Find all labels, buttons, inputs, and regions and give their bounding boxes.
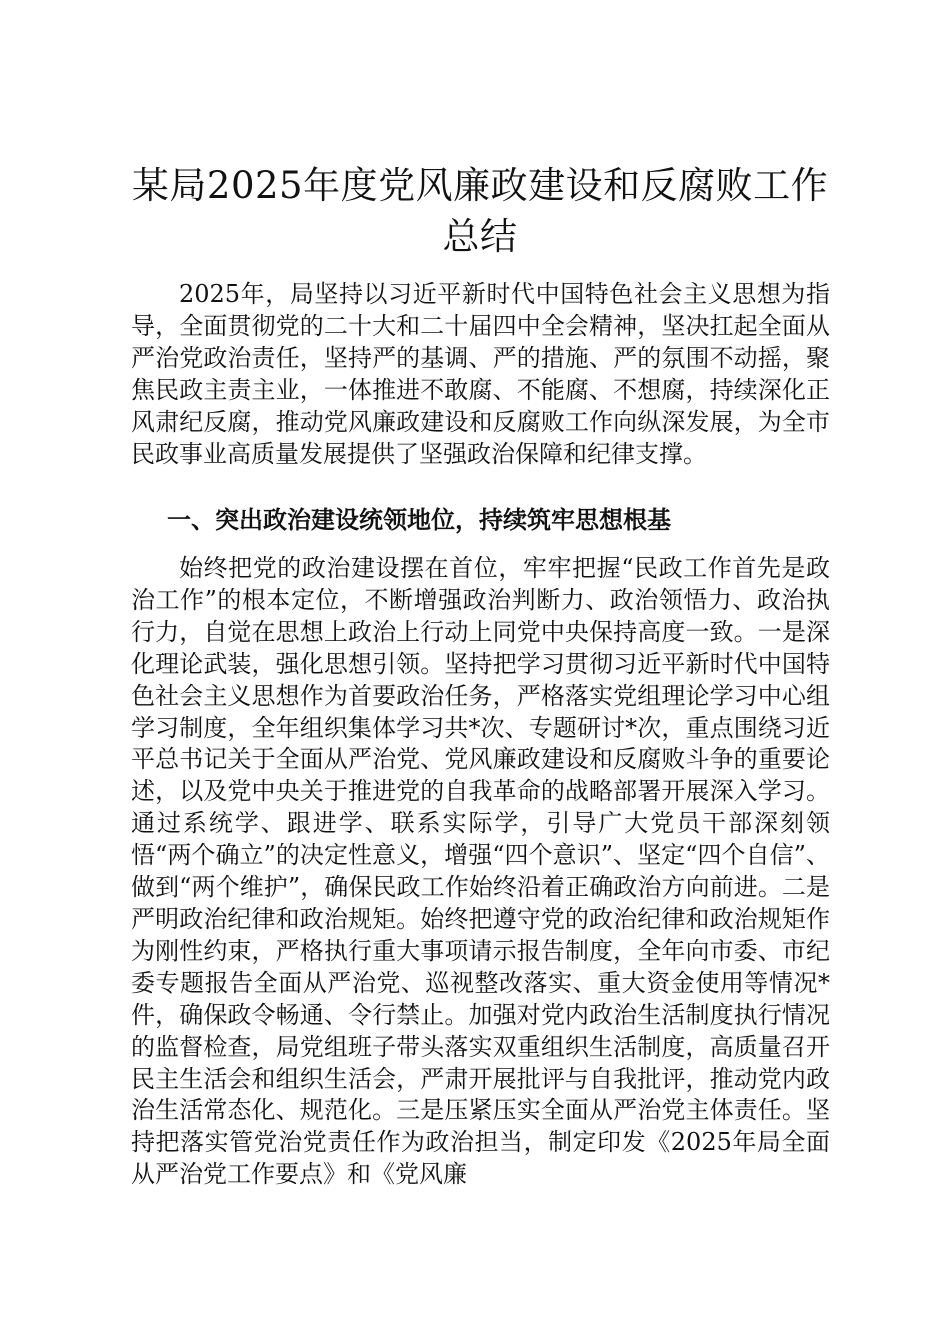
section-1-paragraph: 始终把党的政治建设摆在首位，牢牢把握“民政工作首先是政治工作”的根本定位，不断增强政治判断力、政治领悟力、政治执行力，自觉在思想上政治上行动上同党中央保持高度一致。一是深化理论武装，强化思想引领。坚持把学习贯彻习近平新时代中国特色社会主义思想作为首要政治任务，严格落实党组理论学习中心组学习制度，全年组织集体学习共*次、专题研讨*次，重点围绕习近平总书记关于全面从严治党、党风廉政建设和反腐败斗争的重要论述，以及党中央关于推进党的自我革命的战略部署开展深入学习。通过系统学、跟进学、联系实际学，引导广大党员干部深刻领悟“两个确立”的决定性意义，增强“四个意识”、坚定“四个自信”、做到“两个维护”，确保民政工作始终沿着正确政治方向前进。二是严明政治纪律和政治规矩。始终把遵守党的政治纪律和政治规矩作为刚性约束，严格执行重大事项请示报告制度，全年向市委、市纪委专题报告全面从严治党、巡视整改落实、重大资金使用等情况*件，确保政令畅通、令行禁止。加强对党内政治生活制度执行情况的监督检查，局党组班子带头落实双重组织生活制度，高质量召开民主生活会和组织生活会，严肃开展批评与自我批评，推动党内政治生活常态化、规范化。三是压紧压实全面从严治党主体责任。坚持把落实管党治党责任作为政治担当，制定印发《2025年局全面从严治党工作要点》和《党风廉 (131, 554, 830, 1189)
section-heading-1: 一、突出政治建设统领地位，持续筑牢思想根基 (167, 506, 671, 534)
document-title: 某局2025年度党风廉政建设和反腐败工作总结 (131, 164, 829, 258)
intro-paragraph: 2025年，局坚持以习近平新时代中国特色社会主义思想为指导，全面贯彻党的二十大和二十届四中全会精神，坚决扛起全面从严治党政治责任，坚持严的基调、严的措施、严的氛围不动摇，聚焦民政主责主业，一体推进不敢腐、不能腐、不想腐，持续深化正风肃纪反腐，推动党风廉政建设和反腐败工作向纵深发展，为全市民政事业高质量发展提供了坚强政治保障和纪律支撑。 (131, 280, 830, 468)
